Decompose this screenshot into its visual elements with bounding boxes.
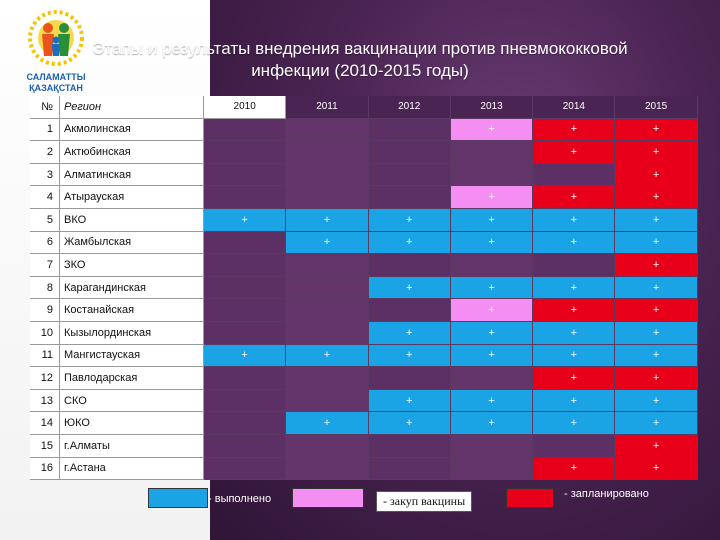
- status-cell-2011: [286, 435, 368, 458]
- table-row: [30, 412, 698, 435]
- row-region: ЮКО: [60, 412, 204, 435]
- table-row: [30, 141, 698, 164]
- status-cell-2013: +: [451, 209, 533, 232]
- row-region: ЗКО: [60, 254, 204, 277]
- status-cell-2015: +: [615, 412, 697, 435]
- table-row: [30, 367, 698, 390]
- header-region: Регион: [60, 96, 204, 119]
- status-cell-2014: +: [533, 390, 615, 413]
- table-row: [30, 254, 698, 277]
- table-row: [30, 277, 698, 300]
- status-cell-2015: +: [615, 390, 697, 413]
- status-cell-2010: [204, 254, 286, 277]
- status-cell-2011: +: [286, 232, 368, 255]
- row-region: Алматинская: [60, 164, 204, 187]
- row-number: 6: [30, 232, 60, 255]
- table-row: [30, 164, 698, 187]
- table-row: [30, 119, 698, 142]
- status-cell-2010: [204, 119, 286, 142]
- status-cell-2014: +: [533, 322, 615, 345]
- svg-text:ҚАЗАҚСТАН: ҚАЗАҚСТАН: [29, 83, 83, 93]
- legend-purchase-label: - закуп вакцины: [376, 491, 472, 512]
- status-cell-2011: [286, 277, 368, 300]
- status-cell-2014: [533, 164, 615, 187]
- status-cell-2012: [369, 254, 451, 277]
- status-cell-2012: [369, 458, 451, 481]
- status-cell-2014: +: [533, 345, 615, 368]
- row-region: Мангистауская: [60, 345, 204, 368]
- status-cell-2011: [286, 299, 368, 322]
- status-cell-2012: +: [369, 345, 451, 368]
- status-cell-2013: +: [451, 299, 533, 322]
- status-cell-2015: +: [615, 186, 697, 209]
- status-cell-2013: [451, 367, 533, 390]
- header-year-2013: 2013: [451, 96, 533, 119]
- status-cell-2013: [451, 435, 533, 458]
- status-cell-2014: +: [533, 141, 615, 164]
- status-cell-2015: +: [615, 119, 697, 142]
- status-cell-2014: +: [533, 232, 615, 255]
- row-region: Костанайская: [60, 299, 204, 322]
- status-cell-2015: +: [615, 458, 697, 481]
- legend-done-label: - выполнено: [208, 493, 272, 505]
- status-cell-2010: [204, 412, 286, 435]
- status-cell-2010: [204, 277, 286, 300]
- table-row: [30, 435, 698, 458]
- status-cell-2012: [369, 141, 451, 164]
- legend-planned-swatch: [506, 488, 554, 508]
- row-region: Атырауская: [60, 186, 204, 209]
- status-cell-2013: +: [451, 322, 533, 345]
- row-region: г.Алматы: [60, 435, 204, 458]
- status-cell-2012: [369, 435, 451, 458]
- legend-planned-label: - запланировано: [564, 488, 649, 500]
- status-cell-2013: +: [451, 119, 533, 142]
- status-cell-2014: +: [533, 412, 615, 435]
- slide-title: [20, 38, 700, 82]
- status-cell-2013: +: [451, 232, 533, 255]
- status-cell-2010: +: [204, 345, 286, 368]
- status-cell-2014: +: [533, 299, 615, 322]
- status-cell-2014: +: [533, 367, 615, 390]
- status-cell-2010: [204, 164, 286, 187]
- status-cell-2015: +: [615, 345, 697, 368]
- row-number: 8: [30, 277, 60, 300]
- legend-purchase-swatch: [292, 488, 364, 508]
- row-number: 12: [30, 367, 60, 390]
- status-cell-2015: +: [615, 164, 697, 187]
- status-cell-2010: [204, 458, 286, 481]
- status-cell-2015: +: [615, 322, 697, 345]
- table-header-row: [30, 96, 698, 119]
- status-cell-2013: [451, 458, 533, 481]
- table-row: [30, 232, 698, 255]
- status-cell-2011: [286, 367, 368, 390]
- status-cell-2011: +: [286, 345, 368, 368]
- status-cell-2013: [451, 164, 533, 187]
- status-cell-2011: [286, 119, 368, 142]
- status-cell-2012: +: [369, 232, 451, 255]
- header-year-2011: 2011: [286, 96, 368, 119]
- table-row: [30, 390, 698, 413]
- status-cell-2012: +: [369, 322, 451, 345]
- status-cell-2015: +: [615, 232, 697, 255]
- row-number: 15: [30, 435, 60, 458]
- status-cell-2012: +: [369, 209, 451, 232]
- row-number: 13: [30, 390, 60, 413]
- status-cell-2011: [286, 141, 368, 164]
- status-cell-2012: [369, 299, 451, 322]
- header-year-2010: 2010: [204, 96, 286, 119]
- status-cell-2015: +: [615, 435, 697, 458]
- status-cell-2010: [204, 141, 286, 164]
- status-cell-2012: [369, 119, 451, 142]
- table-row: [30, 209, 698, 232]
- status-cell-2011: [286, 254, 368, 277]
- status-cell-2013: +: [451, 345, 533, 368]
- status-cell-2010: +: [204, 209, 286, 232]
- row-region: СКО: [60, 390, 204, 413]
- row-number: 11: [30, 345, 60, 368]
- row-region: Жамбылская: [60, 232, 204, 255]
- row-number: 14: [30, 412, 60, 435]
- status-cell-2015: +: [615, 367, 697, 390]
- legend-done-swatch: [148, 488, 208, 508]
- header-num: №: [30, 96, 60, 119]
- status-cell-2015: +: [615, 299, 697, 322]
- row-region: Кызылординская: [60, 322, 204, 345]
- table-row: [30, 322, 698, 345]
- status-cell-2013: +: [451, 277, 533, 300]
- status-cell-2010: [204, 322, 286, 345]
- status-cell-2015: +: [615, 277, 697, 300]
- status-cell-2012: +: [369, 277, 451, 300]
- status-cell-2014: [533, 435, 615, 458]
- status-cell-2015: +: [615, 209, 697, 232]
- status-cell-2012: +: [369, 390, 451, 413]
- row-region: Акмолинская: [60, 119, 204, 142]
- status-cell-2013: [451, 141, 533, 164]
- row-number: 3: [30, 164, 60, 187]
- status-cell-2012: [369, 367, 451, 390]
- status-cell-2010: [204, 367, 286, 390]
- row-region: Павлодарская: [60, 367, 204, 390]
- header-year-2014: 2014: [533, 96, 615, 119]
- status-cell-2015: +: [615, 254, 697, 277]
- status-cell-2012: +: [369, 412, 451, 435]
- status-cell-2014: +: [533, 209, 615, 232]
- status-cell-2013: +: [451, 390, 533, 413]
- status-cell-2015: +: [615, 141, 697, 164]
- status-cell-2010: [204, 435, 286, 458]
- svg-text:САЛАМАТТЫ: САЛАМАТТЫ: [26, 72, 86, 82]
- row-region: Актюбинская: [60, 141, 204, 164]
- status-cell-2011: +: [286, 209, 368, 232]
- row-number: 4: [30, 186, 60, 209]
- status-cell-2013: [451, 254, 533, 277]
- status-cell-2010: [204, 390, 286, 413]
- status-cell-2014: +: [533, 186, 615, 209]
- status-cell-2014: [533, 254, 615, 277]
- status-cell-2011: [286, 186, 368, 209]
- row-region: г.Астана: [60, 458, 204, 481]
- status-cell-2011: +: [286, 412, 368, 435]
- header-year-2012: 2012: [369, 96, 451, 119]
- row-region: ВКО: [60, 209, 204, 232]
- status-cell-2013: +: [451, 412, 533, 435]
- row-region: Карагандинская: [60, 277, 204, 300]
- status-cell-2010: [204, 232, 286, 255]
- status-cell-2011: [286, 390, 368, 413]
- header-year-2015: 2015: [615, 96, 697, 119]
- table-row: [30, 186, 698, 209]
- status-cell-2011: [286, 164, 368, 187]
- title-line-1: Этапы и результаты внедрения вакцинации против пневмококковой: [92, 39, 628, 58]
- status-cell-2013: +: [451, 186, 533, 209]
- row-number: 10: [30, 322, 60, 345]
- table-row: [30, 458, 698, 481]
- table-row: [30, 345, 698, 368]
- vaccination-table: [30, 96, 698, 480]
- status-cell-2012: [369, 186, 451, 209]
- row-number: 2: [30, 141, 60, 164]
- status-cell-2014: +: [533, 119, 615, 142]
- status-cell-2011: [286, 322, 368, 345]
- status-cell-2014: +: [533, 458, 615, 481]
- row-number: 5: [30, 209, 60, 232]
- status-cell-2010: [204, 299, 286, 322]
- row-number: 7: [30, 254, 60, 277]
- table-row: [30, 299, 698, 322]
- row-number: 1: [30, 119, 60, 142]
- status-cell-2011: [286, 458, 368, 481]
- status-cell-2014: +: [533, 277, 615, 300]
- status-cell-2012: [369, 164, 451, 187]
- row-number: 16: [30, 458, 60, 481]
- row-number: 9: [30, 299, 60, 322]
- status-cell-2010: [204, 186, 286, 209]
- title-line-2: инфекции (2010-2015 годы): [251, 61, 469, 80]
